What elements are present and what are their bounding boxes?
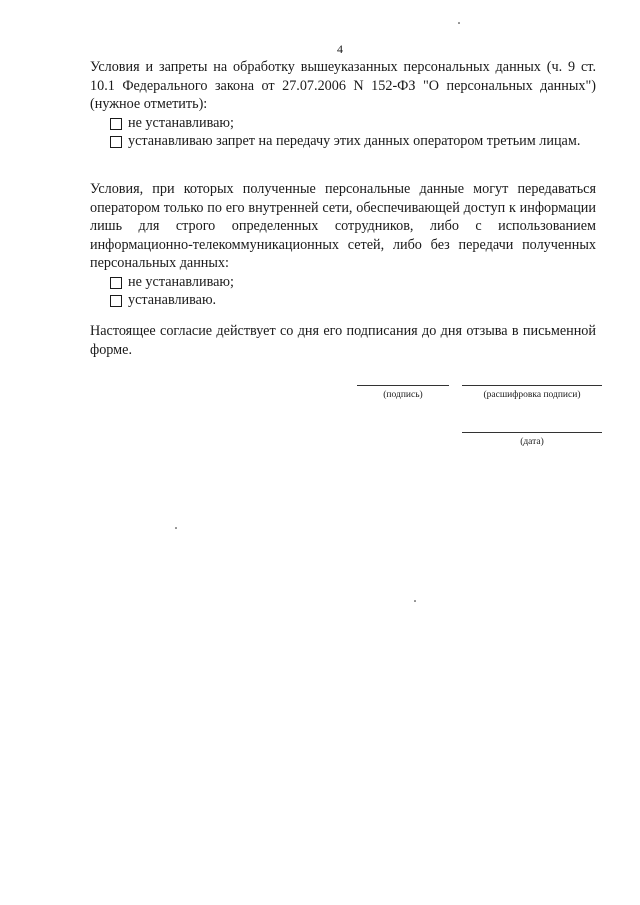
- date-line[interactable]: [462, 432, 602, 433]
- checkbox-label: не устанавливаю;: [128, 114, 234, 131]
- page-number: 4: [337, 42, 343, 56]
- checkbox-label: не устанавливаю;: [128, 273, 234, 290]
- signature-line[interactable]: [357, 385, 449, 386]
- checkbox-label: устанавливаю.: [128, 292, 217, 308]
- checkbox-item-no-restrictions-2[interactable]: [90, 273, 596, 292]
- checkbox-item-no-restrictions-1[interactable]: [90, 114, 596, 133]
- signature-caption: (подпись): [383, 390, 423, 400]
- date-caption: (дата): [520, 437, 544, 447]
- checkbox-item-third-party-ban[interactable]: [90, 132, 596, 151]
- checkbox-item-set-conditions[interactable]: [90, 291, 596, 310]
- signature-decryption-caption: (расшифровка подписи): [483, 390, 581, 400]
- scan-speck: [458, 22, 460, 24]
- validity-text: Настоящее согласие действует со дня его подписания до дня отзыва в письменной форме.: [90, 323, 596, 358]
- scan-speck: [175, 527, 177, 529]
- signature-decryption-line[interactable]: [462, 385, 602, 386]
- checkbox-no-restrictions-1[interactable]: [110, 118, 122, 130]
- checkbox-set-conditions[interactable]: [110, 295, 122, 307]
- validity-section: [90, 322, 596, 359]
- scan-speck: [414, 600, 416, 602]
- transfer-conditions-text: Условия, при которых полученные персональные данные могут передаваться оператором только по его внутренней сети, обеспечивающей доступ к информации лишь для строго определенных сотрудников, либо с использованием информационно-телекоммуникационных сетей, либо без передачи полученных персональных данных:: [90, 181, 596, 271]
- checkbox-third-party-ban[interactable]: [110, 136, 122, 148]
- checkbox-label: устанавливаю запрет на передачу этих данных оператором третьим лицам.: [128, 133, 581, 149]
- processing-conditions-text: Условия и запреты на обработку вышеуказанных персональных данных (ч. 9 ст. 10.1 Федерального закона от 27.07.2006 N 152-ФЗ "О персональных данных") (нужное отметить):: [90, 59, 596, 112]
- checkbox-no-restrictions-2[interactable]: [110, 277, 122, 289]
- transfer-conditions-section: [90, 180, 596, 310]
- processing-conditions-section: [90, 58, 596, 151]
